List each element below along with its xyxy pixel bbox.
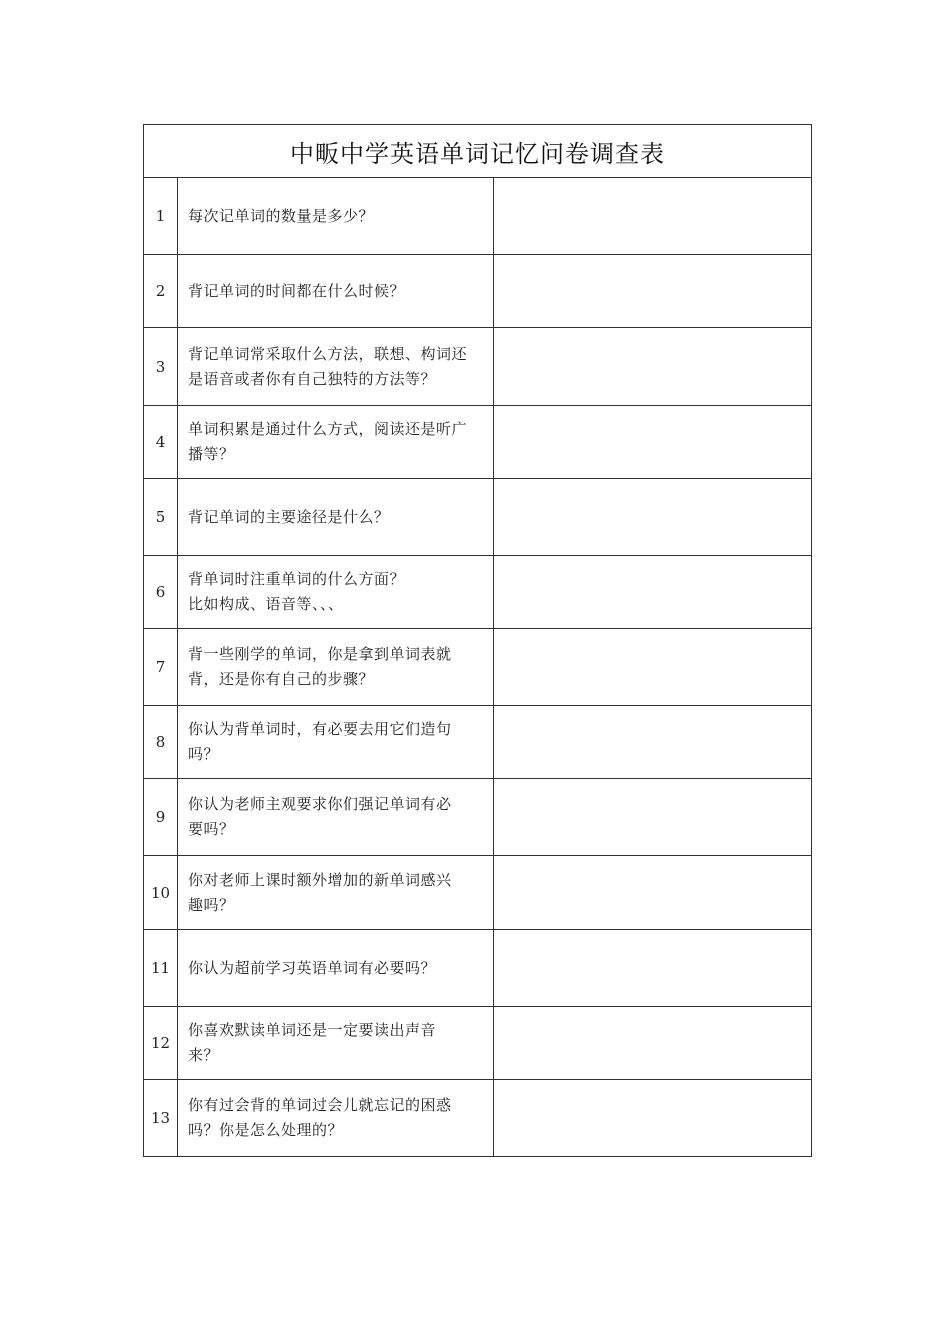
- question-row: [144, 255, 812, 328]
- title-row: [144, 125, 812, 178]
- question-text: [178, 706, 494, 779]
- answer-cell[interactable]: [494, 706, 812, 779]
- question-line: 背单词时注重单词的什么方面？: [188, 570, 406, 588]
- question-number: 2: [144, 255, 178, 328]
- question-number: 3: [144, 328, 178, 406]
- question-number: 12: [144, 1007, 178, 1080]
- answer-cell[interactable]: [494, 406, 812, 479]
- answer-cell[interactable]: [494, 556, 812, 629]
- question-text: [178, 1080, 494, 1157]
- question-line: 来？: [188, 1046, 220, 1064]
- answer-cell[interactable]: [494, 930, 812, 1007]
- answer-cell[interactable]: [494, 255, 812, 328]
- question-text: [178, 779, 494, 856]
- question-row: [144, 629, 812, 706]
- question-line: 你喜欢默读单词还是一定要读出声音: [188, 1021, 437, 1039]
- question-number: 9: [144, 779, 178, 856]
- question-number: 11: [144, 930, 178, 1007]
- question-line: 是语音或者你有自己独特的方法等？: [188, 369, 437, 388]
- survey-body: [144, 125, 812, 1157]
- question-line: 吗？你是怎么处理的？: [188, 1121, 344, 1139]
- question-line: 你对老师上课时额外增加的新单词感兴: [188, 870, 452, 889]
- question-text: [178, 856, 494, 930]
- question-text: [178, 255, 494, 328]
- question-line: 你有过会背的单词过会儿就忘记的困惑: [188, 1096, 452, 1114]
- answer-cell[interactable]: [494, 629, 812, 706]
- question-text: [178, 479, 494, 556]
- question-line: 单词积累是通过什么方式，阅读还是听广: [188, 420, 468, 438]
- question-line: 背记单词常采取什么方法，联想、构词还: [188, 344, 468, 363]
- question-row: [144, 856, 812, 930]
- question-text: [178, 178, 494, 255]
- answer-cell[interactable]: [494, 856, 812, 930]
- question-line: 背记单词的时间都在什么时候？: [188, 281, 406, 300]
- answer-cell[interactable]: [494, 1007, 812, 1080]
- question-line: 吗？: [188, 745, 220, 763]
- survey-title: 中畈中学英语单词记忆问卷调查表: [144, 125, 812, 178]
- question-line: 要吗？: [188, 820, 235, 838]
- question-line: 背记单词的主要途径是什么？: [188, 507, 390, 526]
- question-text: [178, 1007, 494, 1080]
- question-number: 13: [144, 1080, 178, 1157]
- question-number: 6: [144, 556, 178, 629]
- question-number: 1: [144, 178, 178, 255]
- question-line: 背一些刚学的单词，你是拿到单词表就: [188, 645, 452, 663]
- answer-cell[interactable]: [494, 1080, 812, 1157]
- survey-table: [143, 124, 812, 1157]
- question-row: [144, 406, 812, 479]
- question-row: [144, 479, 812, 556]
- question-text: [178, 629, 494, 706]
- question-number: 7: [144, 629, 178, 706]
- answer-cell[interactable]: [494, 178, 812, 255]
- question-row: [144, 1080, 812, 1157]
- question-row: [144, 328, 812, 406]
- question-line: 你认为老师主观要求你们强记单词有必: [188, 795, 452, 813]
- question-line: 趣吗？: [188, 895, 235, 914]
- question-text: [178, 406, 494, 479]
- answer-cell[interactable]: [494, 328, 812, 406]
- question-number: 4: [144, 406, 178, 479]
- question-row: [144, 1007, 812, 1080]
- question-text: [178, 556, 494, 629]
- question-number: 5: [144, 479, 178, 556]
- question-row: [144, 706, 812, 779]
- answer-cell[interactable]: [494, 779, 812, 856]
- question-line: 你认为超前学习英语单词有必要吗？: [188, 958, 437, 977]
- question-line: 你认为背单词时，有必要去用它们造句: [188, 720, 452, 738]
- question-row: [144, 779, 812, 856]
- question-line: 比如构成、语音等、、、: [188, 595, 344, 613]
- question-row: [144, 930, 812, 1007]
- question-line: 播等？: [188, 445, 235, 463]
- question-number: 8: [144, 706, 178, 779]
- question-line: 每次记单词的数量是多少？: [188, 206, 375, 225]
- question-row: [144, 556, 812, 629]
- question-line: 背，还是你有自己的步骤？: [188, 670, 375, 688]
- question-number: 10: [144, 856, 178, 930]
- answer-cell[interactable]: [494, 479, 812, 556]
- question-text: [178, 328, 494, 406]
- question-text: [178, 930, 494, 1007]
- question-row: [144, 178, 812, 255]
